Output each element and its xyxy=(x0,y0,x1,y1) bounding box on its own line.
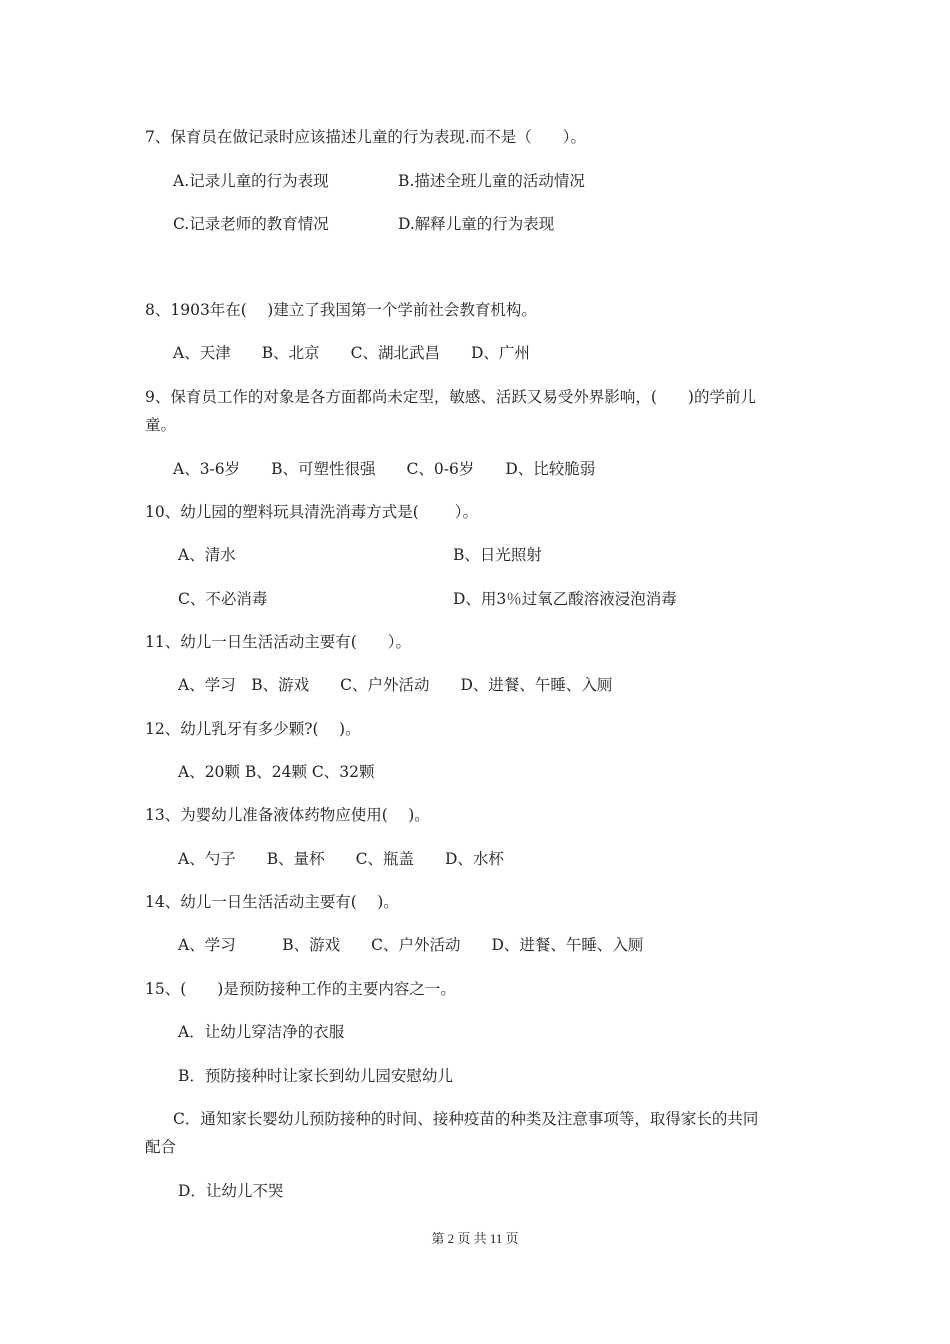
question-12-options: A、20颗 B、24颗 C、32颗 xyxy=(178,763,375,781)
question-7-stem: 7、保育员在做记录时应该描述儿童的行为表现.而不是（ ）。 xyxy=(145,128,587,146)
question-10-option-b: B、日光照射 xyxy=(453,546,542,564)
question-15-option-d: D．让幼儿不哭 xyxy=(178,1182,284,1200)
question-11-options: A、学习 B、游戏 C、户外活动 D、进餐、午睡、入厕 xyxy=(178,676,613,694)
question-12-stem: 12、幼儿乳牙有多少颗?( )。 xyxy=(145,720,361,738)
question-7-option-d: D.解释儿童的行为表现 xyxy=(398,215,555,233)
question-10-stem: 10、幼儿园的塑料玩具清洗消毒方式是( ）。 xyxy=(145,503,478,521)
question-10-option-a: A、清水 xyxy=(178,546,236,564)
question-9-options: A、3-6岁 B、可塑性很强 C、0-6岁 D、比较脆弱 xyxy=(173,460,596,478)
question-14-options: A、学习 B、游戏 C、户外活动 D、进餐、午睡、入厕 xyxy=(178,936,644,954)
question-15-stem: 15、( )是预防接种工作的主要内容之一。 xyxy=(145,980,456,998)
question-15-option-b: B．预防接种时让家长到幼儿园安慰幼儿 xyxy=(178,1067,453,1085)
question-10-option-d: D、用3％过氧乙酸溶液浸泡消毒 xyxy=(453,590,677,608)
question-14-stem: 14、幼儿一日生活活动主要有( )。 xyxy=(145,893,399,911)
question-9-stem-line1: 9、保育员工作的对象是各方面都尚未定型，敏感、活跃又易受外界影响，( )的学前儿 xyxy=(145,388,756,406)
question-7-option-a: A.记录儿童的行为表现 xyxy=(173,172,329,190)
question-13-stem: 13、为婴幼儿准备液体药物应使用( )。 xyxy=(145,806,430,824)
question-15-option-c-line2: 配合 xyxy=(145,1138,177,1156)
question-15-option-c-line1: C．通知家长婴幼儿预防接种的时间、接种疫苗的种类及注意事项等，取得家长的共同 xyxy=(173,1110,759,1128)
question-7-option-b: B.描述全班儿童的活动情况 xyxy=(398,172,585,190)
question-13-options: A、勺子 B、量杯 C、瓶盖 D、水杯 xyxy=(178,850,504,868)
question-9-stem-line2: 童。 xyxy=(145,416,177,434)
question-7-option-c: C.记录老师的教育情况 xyxy=(173,215,329,233)
page-footer: 第 2 页 共 11 页 xyxy=(431,1231,519,1246)
question-11-stem: 11、幼儿一日生活活动主要有( ）。 xyxy=(145,633,412,651)
question-15-option-a: A．让幼儿穿洁净的衣服 xyxy=(178,1023,345,1041)
question-8-stem: 8、1903年在( )建立了我国第一个学前社会教育机构。 xyxy=(145,301,537,319)
question-8-options: A、天津 B、北京 C、湖北武昌 D、广州 xyxy=(173,344,530,362)
question-10-option-c: C、不必消毒 xyxy=(178,590,268,608)
